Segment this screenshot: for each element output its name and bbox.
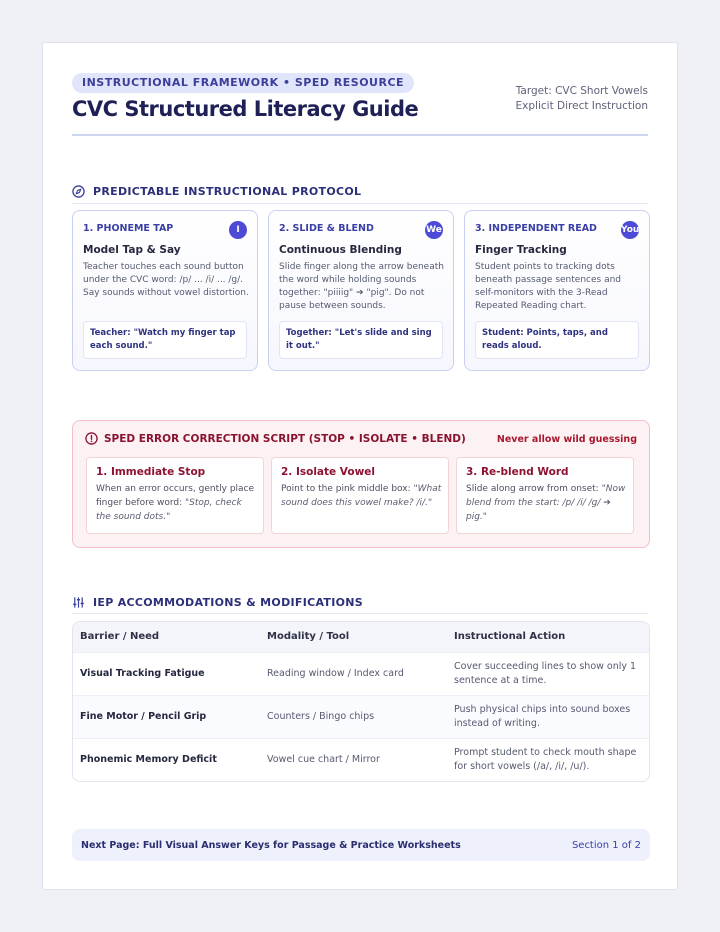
alert-circle-icon — [85, 432, 98, 445]
target-info — [516, 84, 648, 114]
protocol-heading: PREDICTABLE INSTRUCTIONAL PROTOCOL — [93, 184, 362, 198]
card-badge-you: You — [621, 221, 639, 239]
error-step-quote: "Stop, check the sound dots." — [96, 498, 242, 522]
barrier-cell: Phonemic Memory Deficit — [73, 738, 260, 781]
card-quote: Teacher: "Watch my finger tap each sound." — [83, 321, 247, 359]
modality-cell: Counters / Bingo chips — [260, 695, 447, 738]
error-step-instruction: Point to the pink middle box: — [281, 484, 414, 494]
card-quote: Student: Points, taps, and reads aloud. — [475, 321, 639, 359]
column-header-modality: Modality / Tool — [260, 622, 447, 652]
card-title: Continuous Blending — [279, 244, 402, 256]
target-line-1: Target: CVC Short Vowels — [515, 85, 648, 97]
error-step-title: 2. Isolate Vowel — [281, 466, 375, 478]
error-correction-note: Never allow wild guessing — [496, 434, 637, 445]
modality-cell: Reading window / Index card — [260, 652, 447, 695]
error-correction-panel — [72, 420, 650, 548]
error-step-reblend — [456, 457, 634, 534]
section-indicator: Section 1 of 2 — [571, 839, 641, 851]
error-step-instruction: When an error occurs, gently place finger before word: — [96, 484, 255, 508]
accommodations-table — [72, 621, 650, 782]
barrier-cell: Fine Motor / Pencil Grip — [73, 695, 260, 738]
table-row — [73, 695, 649, 738]
next-page-link[interactable]: Next Page: Full Visual Answer Keys for Passage & Practice Worksheets — [81, 839, 461, 851]
card-badge-we: We — [425, 221, 443, 239]
compass-icon — [72, 185, 85, 198]
card-body: Teacher touches each sound button under the CVC word: /p/ ... /i/ ... /g/. Say sounds without vowel distortion. — [83, 262, 249, 298]
action-cell: Prompt student to check mouth shape for short vowels (/a/, /i/, /u/). — [447, 738, 649, 781]
error-step-quote: "Now blend from the start: /p/ /i/ /g/ ➔ pig." — [466, 484, 626, 522]
action-cell: Cover succeeding lines to show only 1 sentence at a time. — [447, 652, 649, 695]
protocol-cards — [72, 210, 650, 371]
error-step-quote: "What sound does this vowel make? /i/." — [281, 484, 442, 508]
footer-bar — [72, 829, 650, 861]
error-step-title: 3. Re-blend Word — [466, 466, 569, 478]
error-step-isolate — [271, 457, 449, 534]
resource-kicker-badge: INSTRUCTIONAL FRAMEWORK • SPED RESOURCE — [72, 73, 414, 93]
protocol-card-phoneme-tap — [72, 210, 258, 371]
accommodations-section-header — [72, 592, 648, 612]
error-step-text — [466, 482, 627, 524]
page-title: CVC Structured Literacy Guide — [72, 97, 419, 121]
card-badge-i: I — [229, 221, 247, 239]
barrier-cell: Visual Tracking Fatigue — [73, 652, 260, 695]
header-divider — [72, 134, 648, 136]
error-step-title: 1. Immediate Stop — [96, 466, 206, 478]
section-divider — [72, 613, 648, 614]
section-divider — [72, 203, 648, 204]
card-quote: Together: "Let's slide and sing it out." — [279, 321, 443, 359]
card-body: Slide finger along the arrow beneath the word while holding sounds together: "piiiig" ➔ "pig". Do not pause between sounds. — [279, 262, 444, 311]
table-row — [73, 738, 649, 781]
card-title: Finger Tracking — [475, 244, 567, 256]
card-body: Student points to tracking dots beneath passage sentences and self-monitors with the 3-Read Repeated Reading chart. — [475, 262, 621, 311]
column-header-action: Instructional Action — [447, 622, 649, 652]
table-header-row — [73, 622, 649, 652]
accommodations-heading: IEP ACCOMMODATIONS & MODIFICATIONS — [93, 595, 364, 609]
table-row — [73, 652, 649, 695]
sliders-icon — [72, 596, 85, 609]
error-step-text — [96, 482, 257, 524]
error-step-instruction: Slide along arrow from onset: — [466, 484, 602, 494]
modality-cell: Vowel cue chart / Mirror — [260, 738, 447, 781]
column-header-barrier: Barrier / Need — [73, 622, 260, 652]
error-correction-header — [85, 432, 466, 445]
card-title: Model Tap & Say — [83, 244, 181, 256]
protocol-card-independent-read — [464, 210, 650, 371]
protocol-card-slide-blend — [268, 210, 454, 371]
protocol-section-header — [72, 181, 648, 201]
card-step-label: 1. PHONEME TAP — [83, 223, 174, 234]
error-step-stop — [86, 457, 264, 534]
error-step-text — [281, 482, 442, 510]
error-correction-heading: SPED ERROR CORRECTION SCRIPT (STOP • ISOLATE • BLEND) — [104, 432, 466, 445]
target-line-2: Explicit Direct Instruction — [515, 100, 648, 112]
action-cell: Push physical chips into sound boxes instead of writing. — [447, 695, 649, 738]
card-step-label: 2. SLIDE & BLEND — [279, 223, 374, 234]
card-step-label: 3. INDEPENDENT READ — [475, 223, 597, 234]
guide-sheet — [42, 42, 678, 890]
